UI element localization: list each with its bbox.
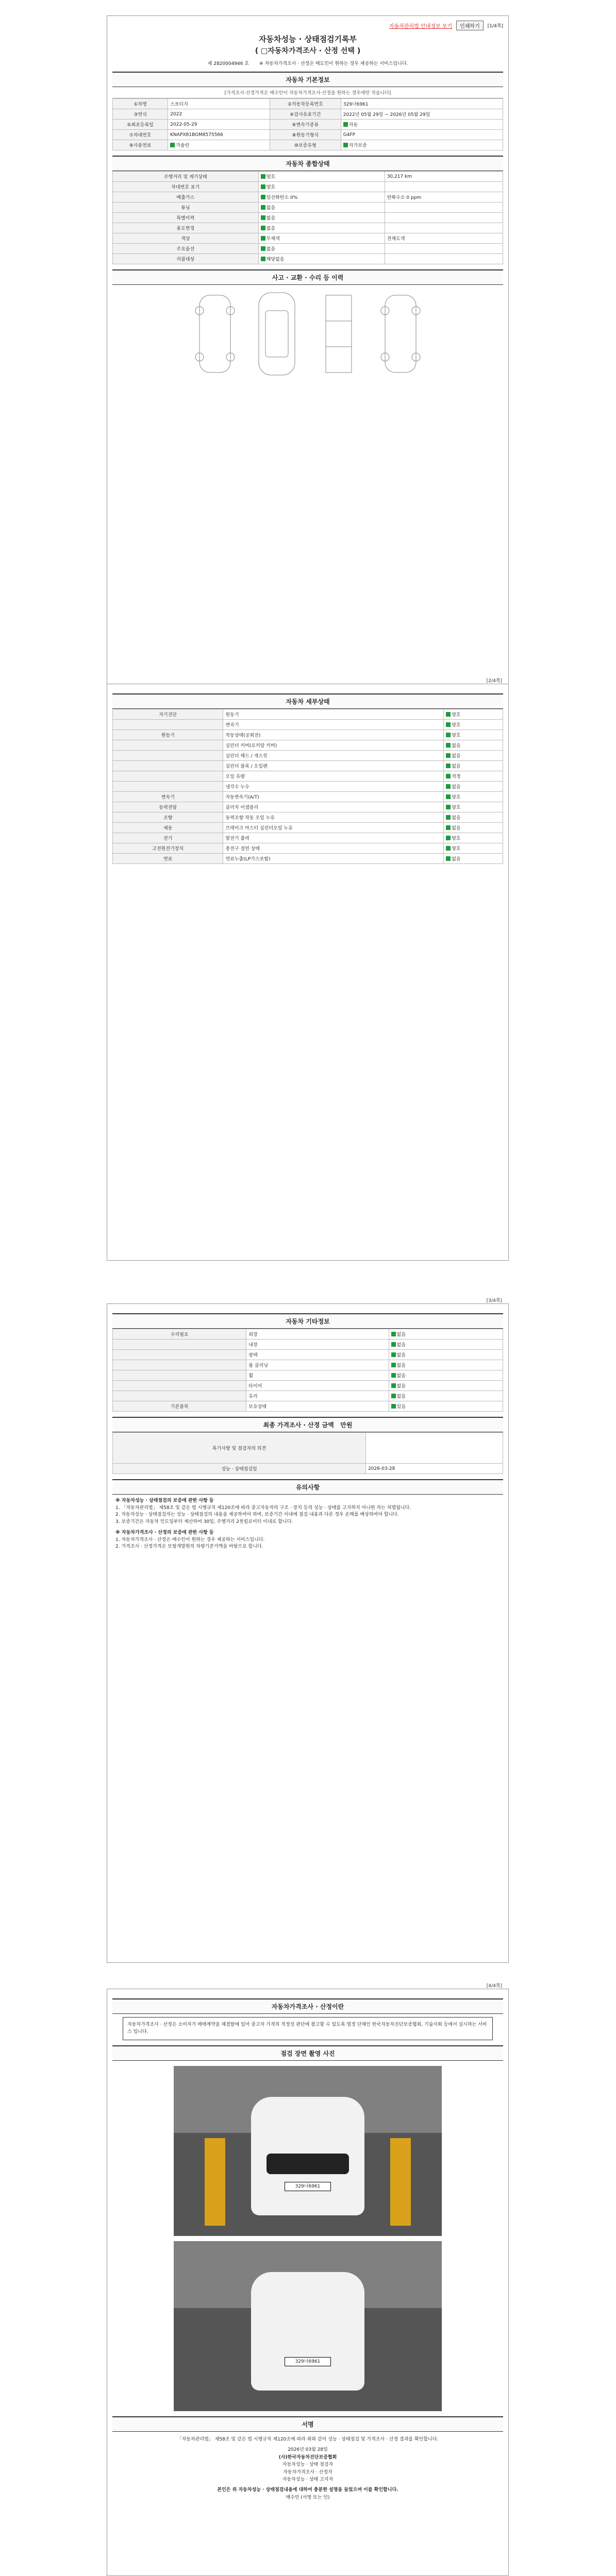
checkbox-icon[interactable] bbox=[446, 712, 451, 717]
cell-group: 동력전달 bbox=[113, 802, 223, 812]
cell-text: 해당없음 bbox=[266, 257, 285, 262]
date-value: 2026-03-28 bbox=[366, 1464, 503, 1474]
table-row bbox=[113, 192, 503, 202]
page-1 bbox=[107, 15, 509, 696]
cell-value: 329너6961 bbox=[341, 99, 503, 109]
checkbox-icon[interactable] bbox=[261, 257, 265, 261]
table-row bbox=[113, 202, 503, 213]
cell-value: 2022년 05월 29일 ~ 2026년 05월 29일 bbox=[341, 109, 503, 120]
section-price bbox=[112, 1417, 503, 1432]
notice-heading: ※ 자동차가격조사 · 산정의 보증에 관한 사항 등 bbox=[115, 1530, 214, 1535]
car-rear-diagram bbox=[375, 290, 426, 378]
checkbox-icon[interactable] bbox=[391, 1383, 396, 1388]
cell-item: 보유상태 bbox=[246, 1401, 389, 1412]
notice-paragraph: 2. 가격조사 · 산정가격은 보험개발원의 차량기준가액을 바탕으로 합니다. bbox=[115, 1544, 263, 1549]
cell-group: 수리필요 bbox=[113, 1329, 246, 1340]
cell-item: 타이어 bbox=[246, 1381, 389, 1391]
cell-text: 없음 bbox=[452, 743, 461, 749]
table-row bbox=[113, 1370, 503, 1381]
table-row bbox=[113, 1401, 503, 1412]
cell-item: 브레이크 마스터 실린더오일 누유 bbox=[223, 823, 444, 833]
cell-text: 없음 bbox=[452, 857, 461, 862]
cell-group bbox=[113, 1340, 246, 1350]
cell-value bbox=[258, 213, 385, 223]
signature-org: (사)한국자동차진단보증협회 bbox=[278, 2454, 337, 2460]
cell-state bbox=[444, 720, 503, 730]
cell-text: 적정 bbox=[452, 774, 461, 779]
section-signature: 서명 bbox=[112, 2416, 503, 2432]
car-front-diagram bbox=[189, 290, 241, 378]
cell-value bbox=[258, 254, 385, 264]
cell-text: 없음 bbox=[266, 216, 276, 221]
cell-text: 일산화탄소 0% bbox=[266, 195, 298, 200]
table-row bbox=[113, 1329, 503, 1340]
status-table bbox=[112, 171, 503, 264]
cell-group: 자기진단 bbox=[113, 709, 223, 720]
cell-label: 주행거리 및 계기상태 bbox=[113, 172, 259, 182]
cell-text: 없음 bbox=[396, 1363, 406, 1368]
cell-group bbox=[113, 761, 223, 771]
section-detail: 자동차 세부상태 bbox=[112, 693, 503, 709]
date-label: 성능 · 상태점검일 bbox=[113, 1464, 366, 1474]
cell-item: 실린더 블록 / 오일팬 bbox=[223, 761, 444, 771]
cell-text: 없음 bbox=[396, 1394, 406, 1399]
cell-text: 없음 bbox=[266, 206, 276, 211]
notice-heading: ※ 자동차성능 · 상태점검의 보증에 관한 사항 등 bbox=[115, 1498, 214, 1503]
cell-text: 양호 bbox=[452, 713, 461, 718]
doc-number-note: ※ 자동차가격조사 · 산정은 매도인이 원하는 경우 제공하는 서비스입니다. bbox=[259, 61, 408, 66]
doc-meta bbox=[112, 60, 503, 66]
cell-value bbox=[258, 223, 385, 233]
table-row bbox=[113, 843, 503, 854]
cell-text: 있음 bbox=[396, 1404, 406, 1410]
table-row bbox=[113, 720, 503, 730]
cell-value bbox=[168, 140, 270, 150]
cell-state bbox=[444, 751, 503, 761]
doc-subtitle: ( □자동차가격조사 · 산정 선택 ) bbox=[255, 47, 361, 55]
cell-text: 양호 bbox=[452, 795, 461, 800]
checkbox-icon[interactable] bbox=[446, 774, 451, 778]
cell-state bbox=[444, 761, 503, 771]
table-row bbox=[113, 802, 503, 812]
cell-state bbox=[444, 730, 503, 740]
checkbox-icon[interactable] bbox=[446, 764, 451, 768]
table-row bbox=[113, 130, 503, 140]
cell-label: 차대번호 표기 bbox=[113, 182, 259, 192]
cell-text: 없음 bbox=[396, 1343, 406, 1348]
table-row bbox=[113, 172, 503, 182]
cell-extra bbox=[385, 254, 503, 264]
cell-text: 없음 bbox=[396, 1332, 406, 1337]
table-row bbox=[113, 233, 503, 244]
cell-text: 양호 bbox=[266, 185, 276, 190]
cell-item: 외장 bbox=[246, 1329, 389, 1340]
table-row bbox=[113, 254, 503, 264]
photo-car bbox=[251, 2272, 364, 2391]
cell-state bbox=[444, 812, 503, 823]
cell-group: 전기 bbox=[113, 833, 223, 843]
section-photos: 점검 장면 촬영 사진 bbox=[112, 2045, 503, 2061]
cell-state bbox=[444, 823, 503, 833]
cell-text: 양호 bbox=[452, 805, 461, 810]
checkbox-icon[interactable] bbox=[261, 246, 265, 251]
cell-state bbox=[444, 782, 503, 792]
cell-value: KNAPX81BGM8575566 bbox=[168, 130, 270, 140]
table-row bbox=[113, 109, 503, 120]
info-link[interactable]: 자동차관리법 안내정보 보기 bbox=[389, 23, 453, 29]
cell-item: 연료누출(LP가스포함) bbox=[223, 854, 444, 864]
cell-text: 양호 bbox=[452, 733, 461, 738]
cell-label: ②자동차등록번호 bbox=[270, 99, 341, 109]
car-diagram bbox=[112, 290, 503, 378]
section-basic: 자동차 기본정보 bbox=[112, 72, 503, 87]
cell-value bbox=[341, 140, 503, 150]
cell-state bbox=[389, 1370, 503, 1381]
page-2 bbox=[107, 679, 509, 1261]
page-4 bbox=[107, 1984, 509, 2576]
cell-value: 2022 bbox=[168, 109, 270, 120]
cell-group bbox=[113, 1381, 246, 1391]
cell-item: 광택 bbox=[246, 1350, 389, 1360]
checkbox-icon[interactable] bbox=[170, 143, 175, 147]
cell-group bbox=[113, 1391, 246, 1401]
photo-lift bbox=[205, 2138, 225, 2226]
cell-text: 없음 bbox=[396, 1353, 406, 1358]
checkbox-icon[interactable] bbox=[446, 836, 451, 840]
opinion-label: 특기사항 및 점검자의 의견 bbox=[113, 1433, 366, 1464]
cell-group: 기본품목 bbox=[113, 1401, 246, 1412]
checkbox-icon[interactable] bbox=[446, 825, 451, 830]
cell-value bbox=[258, 202, 385, 213]
cell-extra: 탄화수소 0 ppm bbox=[385, 192, 503, 202]
cell-value: 2022-05-29 bbox=[168, 120, 270, 130]
cell-item: 냉각수 누수 bbox=[223, 782, 444, 792]
car-frame-diagram bbox=[313, 290, 364, 378]
page-number: [3/4쪽] bbox=[486, 1298, 502, 1303]
section-accident: 사고 · 교환 · 수리 등 이력 bbox=[112, 269, 503, 285]
cell-label: ③연식 bbox=[113, 109, 168, 120]
cell-label: 리콜대상 bbox=[113, 254, 259, 264]
cell-label: 주요옵션 bbox=[113, 244, 259, 254]
table-row bbox=[113, 1360, 503, 1370]
print-button[interactable]: 인쇄하기 bbox=[456, 21, 484, 30]
table-row bbox=[113, 1381, 503, 1391]
cell-group bbox=[113, 771, 223, 782]
checkbox-icon[interactable] bbox=[391, 1352, 396, 1357]
consent-text: 자동차가격조사 · 산정은 소비자가 매매계약을 체결함에 있어 중고차 가격의 적정성 판단에 참고할 수 있도록 법정 단체인 한국자동차진단보증협회, 기술사회 등에서 실시하는 서비스 입니다. bbox=[127, 2022, 487, 2035]
cell-text: 없음 bbox=[266, 247, 276, 252]
cell-state bbox=[389, 1340, 503, 1350]
cell-text: 무채색 bbox=[266, 236, 280, 242]
table-row bbox=[113, 1350, 503, 1360]
buyer-line: 본인은 위 자동차성능 · 상태점검내용에 대하여 충분한 설명을 들었으며 이를 확인합니다. bbox=[217, 2487, 398, 2493]
other-table bbox=[112, 1329, 503, 1412]
table-row bbox=[113, 140, 503, 150]
car-top-diagram bbox=[251, 290, 303, 378]
table-row bbox=[113, 771, 503, 782]
cell-text: 양호 bbox=[452, 723, 461, 728]
cell-item: 원동기 bbox=[223, 709, 444, 720]
table-row bbox=[113, 812, 503, 823]
checkbox-icon[interactable] bbox=[261, 205, 265, 210]
cell-value bbox=[258, 172, 385, 182]
table-row bbox=[113, 761, 503, 771]
cell-state bbox=[444, 771, 503, 782]
checkbox-icon[interactable] bbox=[391, 1332, 396, 1336]
opinion-table bbox=[112, 1432, 503, 1474]
cell-extra: 전체도색 bbox=[385, 233, 503, 244]
section-other: 자동차 기타정보 bbox=[112, 1313, 503, 1329]
cell-state bbox=[389, 1350, 503, 1360]
signature-text: 「자동차관리법」 제58조 및 같은 법 시행규칙 제120조에 따라 위와 같이 성능 · 상태점검 및 가격조사 · 산정 결과를 확인합니다. bbox=[177, 2437, 439, 2442]
notice-paragraph: 2. 자동차성능 · 상태점검자는 성능 · 상태점검의 내용을 제공하여야 하며, 보증기간 이내에 점검 내용과 다른 경우 손해를 배상하여야 합니다. bbox=[115, 1512, 399, 1517]
price-heading: 최종 가격조사 · 산정 금액 bbox=[263, 1421, 334, 1429]
cell-group bbox=[113, 751, 223, 761]
cell-text: 없음 bbox=[396, 1384, 406, 1389]
checkbox-icon[interactable] bbox=[446, 856, 451, 861]
cell-group: 원동기 bbox=[113, 730, 223, 740]
notice-paragraph: 1. 자동차가격조사 · 산정은 매수인이 원하는 경우 제공하는 서비스입니다. bbox=[115, 1537, 265, 1543]
signature-role: 자동차성능 · 상태 고지자 bbox=[282, 2477, 334, 2482]
table-row bbox=[113, 823, 503, 833]
cell-state bbox=[444, 709, 503, 720]
cell-label: ⑥변속기종류 bbox=[270, 120, 341, 130]
cell-state bbox=[444, 854, 503, 864]
cell-state bbox=[444, 802, 503, 812]
table-row bbox=[113, 244, 503, 254]
cell-text: 없음 bbox=[452, 764, 461, 769]
cell-label: ①차명 bbox=[113, 99, 168, 109]
cell-state bbox=[389, 1391, 503, 1401]
cell-text: 자동 bbox=[348, 123, 358, 128]
table-row bbox=[113, 730, 503, 740]
section-consent: 자동차가격조사 · 산정이란 bbox=[112, 1998, 503, 2014]
table-row bbox=[113, 182, 503, 192]
checkbox-icon[interactable] bbox=[446, 784, 451, 789]
checkbox-icon[interactable] bbox=[343, 122, 348, 127]
cell-group bbox=[113, 1360, 246, 1370]
cell-label: 용도변경 bbox=[113, 223, 259, 233]
cell-state bbox=[389, 1360, 503, 1370]
cell-label: 특별이력 bbox=[113, 213, 259, 223]
top-bar bbox=[112, 20, 503, 30]
cell-text: 양호 bbox=[266, 175, 276, 180]
checkbox-icon[interactable] bbox=[446, 753, 451, 758]
checkbox-icon[interactable] bbox=[391, 1363, 396, 1367]
license-plate: 329너6961 bbox=[285, 2357, 331, 2366]
checkbox-icon[interactable] bbox=[446, 815, 451, 820]
cell-group: 제동 bbox=[113, 823, 223, 833]
basic-table bbox=[112, 98, 503, 150]
checkbox-icon[interactable] bbox=[261, 174, 265, 179]
checkbox-icon[interactable] bbox=[446, 805, 451, 809]
cell-item: 발전기 출력 bbox=[223, 833, 444, 843]
checkbox-icon[interactable] bbox=[261, 215, 265, 220]
opinion-value bbox=[366, 1433, 503, 1464]
consent-box bbox=[123, 2017, 493, 2040]
signature-block bbox=[112, 2432, 503, 2505]
photo-lift bbox=[390, 2138, 411, 2226]
inspection-photo-front bbox=[174, 2066, 442, 2236]
table-row bbox=[113, 782, 503, 792]
doc-number: 제 2820004946 호 bbox=[207, 61, 249, 66]
table-row bbox=[113, 213, 503, 223]
cell-extra bbox=[385, 213, 503, 223]
cell-value bbox=[258, 182, 385, 192]
cell-label: 배출가스 bbox=[113, 192, 259, 202]
cell-item: 동력조향 작동 오일 누유 bbox=[223, 812, 444, 823]
checkbox-icon[interactable] bbox=[391, 1404, 396, 1409]
cell-group: 변속기 bbox=[113, 792, 223, 802]
price-unit: 만원 bbox=[340, 1421, 353, 1429]
cell-group: 조향 bbox=[113, 812, 223, 823]
cell-item: 내장 bbox=[246, 1340, 389, 1350]
cell-text: 자가보증 bbox=[348, 143, 367, 148]
cell-item: 실린더 헤드 / 개스킷 bbox=[223, 751, 444, 761]
section-notice: 유의사항 bbox=[112, 1479, 503, 1495]
signature-role: 자동차가격조사 · 산정자 bbox=[283, 2469, 332, 2475]
signature-role: 자동차성능 · 상태 점검자 bbox=[282, 2462, 334, 2468]
cell-state bbox=[444, 792, 503, 802]
cell-label: ⑧원동기형식 bbox=[270, 130, 341, 140]
cell-state bbox=[444, 740, 503, 751]
basic-note: [가격조사·산정가격은 매수인이 자동차가격조사·산정을 원하는 경우에만 적습니다] bbox=[112, 87, 503, 98]
cell-group bbox=[113, 1370, 246, 1381]
checkbox-icon[interactable] bbox=[446, 722, 451, 727]
table-row bbox=[113, 709, 503, 720]
cell-state bbox=[389, 1401, 503, 1412]
cell-label: ⑦차대번호 bbox=[113, 130, 168, 140]
notice-paragraph: 3. 보증기간은 자동차 인도일부터 계산하여 30일, 주행거리 2천킬로미터 이내로 합니다. bbox=[115, 1519, 293, 1524]
cell-item: 충전구 절연 상태 bbox=[223, 843, 444, 854]
page-3 bbox=[107, 1298, 509, 1963]
table-row bbox=[113, 1433, 503, 1464]
checkbox-icon[interactable] bbox=[391, 1373, 396, 1378]
table-row bbox=[113, 740, 503, 751]
page-number: [2/4쪽] bbox=[486, 679, 502, 684]
cell-text: 없음 bbox=[452, 826, 461, 831]
cell-item: 자동변속기(A/T) bbox=[223, 792, 444, 802]
cell-extra bbox=[385, 182, 503, 192]
table-row bbox=[113, 1391, 503, 1401]
cell-text: 가솔린 bbox=[176, 143, 190, 148]
photo-grille bbox=[267, 2154, 349, 2174]
cell-item: 변속기 bbox=[223, 720, 444, 730]
checkbox-icon[interactable] bbox=[446, 794, 451, 799]
cell-extra bbox=[385, 244, 503, 254]
cell-value: G4FP bbox=[341, 130, 503, 140]
cell-item: 휠 bbox=[246, 1370, 389, 1381]
cell-label: ④검사유효기간 bbox=[270, 109, 341, 120]
doc-title: 자동차성능 · 상태점검기록부 bbox=[258, 35, 357, 44]
signature-date: 2026년 03월 28일 bbox=[288, 2447, 328, 2453]
cell-item: 클러치 어셈블리 bbox=[223, 802, 444, 812]
checkbox-icon[interactable] bbox=[446, 846, 451, 851]
table-row bbox=[113, 1340, 503, 1350]
cell-state bbox=[444, 833, 503, 843]
table-row bbox=[113, 792, 503, 802]
cell-group: 고전원전기장치 bbox=[113, 843, 223, 854]
cell-group bbox=[113, 740, 223, 751]
checkbox-icon[interactable] bbox=[261, 184, 265, 189]
cell-item: 룸 클리닝 bbox=[246, 1360, 389, 1370]
cell-value bbox=[258, 244, 385, 254]
cell-text: 없음 bbox=[396, 1374, 406, 1379]
checkbox-icon[interactable] bbox=[446, 743, 451, 748]
cell-text: 없음 bbox=[452, 785, 461, 790]
license-plate: 329너6961 bbox=[285, 2182, 331, 2191]
cell-group bbox=[113, 782, 223, 792]
table-row bbox=[113, 854, 503, 864]
table-row bbox=[113, 99, 503, 109]
table-row bbox=[113, 833, 503, 843]
detail-table bbox=[112, 709, 503, 864]
cell-item: 오일 유량 bbox=[223, 771, 444, 782]
cell-group: 연료 bbox=[113, 854, 223, 864]
checkbox-icon[interactable] bbox=[261, 236, 265, 241]
cell-text: 없음 bbox=[266, 226, 276, 231]
cell-text: 양호 bbox=[452, 846, 461, 852]
cell-extra bbox=[385, 202, 503, 213]
cell-label: ⑨사용연료 bbox=[113, 140, 168, 150]
cell-group bbox=[113, 720, 223, 730]
cell-group bbox=[113, 1350, 246, 1360]
cell-state bbox=[444, 843, 503, 854]
checkbox-icon[interactable] bbox=[391, 1394, 396, 1398]
cell-label: 색상 bbox=[113, 233, 259, 244]
cell-extra: 30,217 km bbox=[385, 172, 503, 182]
cell-value bbox=[258, 233, 385, 244]
cell-value: 스포티지 bbox=[168, 99, 270, 109]
notice-body bbox=[112, 1495, 503, 1554]
section-status: 자동차 종합상태 bbox=[112, 156, 503, 171]
cell-item: 유리 bbox=[246, 1391, 389, 1401]
cell-item: 실린더 커버(로커암 커버) bbox=[223, 740, 444, 751]
page-number: [4/4쪽] bbox=[486, 1984, 502, 1989]
checkbox-icon[interactable] bbox=[446, 733, 451, 737]
cell-label: 튜닝 bbox=[113, 202, 259, 213]
cell-text: 없음 bbox=[452, 754, 461, 759]
cell-state bbox=[389, 1329, 503, 1340]
cell-text: 양호 bbox=[452, 836, 461, 841]
cell-value bbox=[258, 192, 385, 202]
checkbox-icon[interactable] bbox=[343, 143, 348, 147]
page-indicator: [1/4쪽] bbox=[487, 23, 503, 29]
notice-paragraph: 1. 「자동차관리법」 제58조 및 같은 법 시행규칙 제120조에 따라 중고자동차의 구조 · 장치 등의 성능 · 상태를 고지하지 아니한 자는 처벌됩니다. bbox=[115, 1505, 411, 1511]
cell-value bbox=[341, 120, 503, 130]
checkbox-icon[interactable] bbox=[261, 195, 265, 199]
cell-extra bbox=[385, 223, 503, 233]
table-row bbox=[113, 751, 503, 761]
cell-label: ⑩보증유형 bbox=[270, 140, 341, 150]
cell-text: 없음 bbox=[452, 816, 461, 821]
checkbox-icon[interactable] bbox=[391, 1342, 396, 1347]
cell-item: 작동상태(공회전) bbox=[223, 730, 444, 740]
cell-label: ⑤최초등록일 bbox=[113, 120, 168, 130]
cell-state bbox=[389, 1381, 503, 1391]
table-row bbox=[113, 1464, 503, 1474]
buyer-sign: 매수인 (서명 또는 인) bbox=[286, 2495, 330, 2500]
inspection-photo-rear bbox=[174, 2241, 442, 2411]
checkbox-icon[interactable] bbox=[261, 226, 265, 230]
table-row bbox=[113, 120, 503, 130]
table-row bbox=[113, 223, 503, 233]
